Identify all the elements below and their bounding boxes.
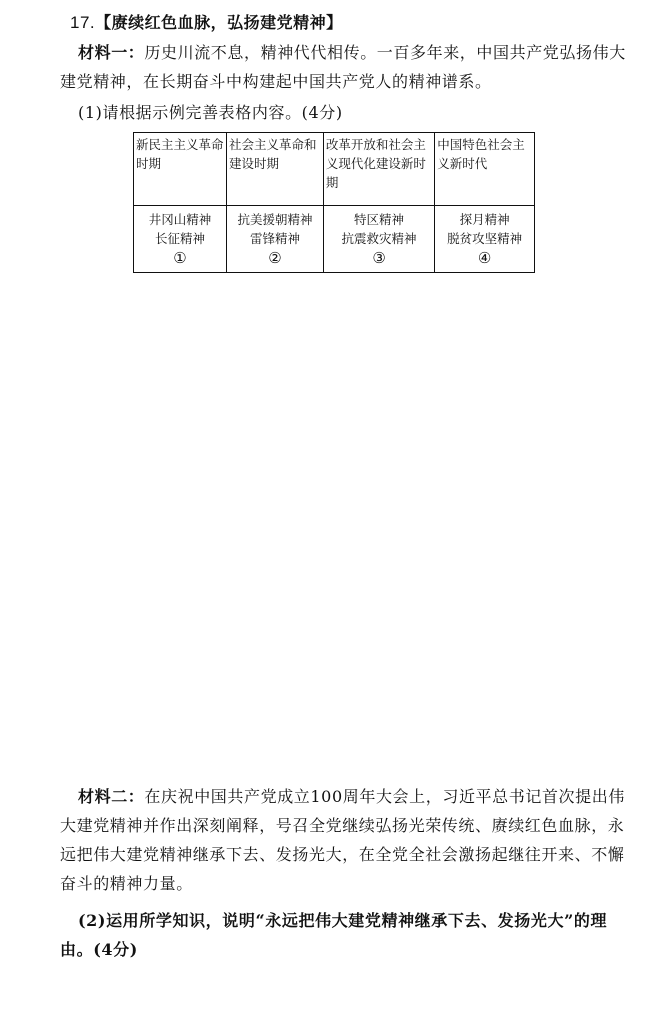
period-cell: 社会主义革命和建设时期 bbox=[227, 133, 324, 206]
question-heading: 【赓续红色血脉，弘扬建党精神】 bbox=[95, 13, 343, 32]
spirit-line: 探月精神 bbox=[459, 212, 510, 227]
sub-question-one: (1)请根据示例完善表格内容。(4分) bbox=[78, 103, 343, 122]
spirit-line: 雷锋精神 bbox=[249, 231, 300, 246]
spirit-line: 井冈山精神 bbox=[148, 212, 212, 227]
blank-marker: ④ bbox=[477, 249, 492, 267]
spirit-cell bbox=[323, 206, 434, 273]
spirit-line: 抗美援朝精神 bbox=[237, 212, 313, 227]
table-body-row bbox=[134, 206, 535, 273]
spirit-cell bbox=[134, 206, 227, 273]
spirit-line: 抗震救灾精神 bbox=[341, 231, 417, 246]
blank-marker: ③ bbox=[372, 249, 386, 267]
question-title bbox=[70, 10, 343, 33]
material-two-lead: 材料二： bbox=[78, 787, 145, 806]
table-header-row bbox=[134, 133, 535, 206]
blank-marker: ② bbox=[268, 249, 282, 267]
question-number: 17. bbox=[70, 13, 96, 32]
spirit-cell bbox=[435, 206, 535, 273]
sub-question-two: (2)运用所学知识，说明“永远把伟大建党精神继承下去、发扬光大”的理由。(4分) bbox=[60, 911, 608, 959]
period-cell: 改革开放和社会主义现代化建设新时期 bbox=[323, 133, 434, 206]
spirit-line: 脱贫攻坚精神 bbox=[447, 231, 523, 246]
period-cell: 新民主主义革命时期 bbox=[134, 133, 227, 206]
material-one-text: 历史川流不息，精神代代相传。一百多年来，中国共产党弘扬伟大建党精神，在长期奋斗中构建起中国共产党人的精神谱系。 bbox=[60, 43, 626, 91]
spirit-cell bbox=[227, 206, 324, 273]
period-cell: 中国特色社会主义新时代 bbox=[435, 133, 535, 206]
spirit-line: 特区精神 bbox=[354, 212, 405, 227]
spirit-line: 长征精神 bbox=[155, 231, 206, 246]
material-two bbox=[60, 782, 640, 898]
material-two-text: 在庆祝中国共产党成立100周年大会上，习近平总书记首次提出伟大建党精神并作出深刻阐释，号召全党继续弘扬光荣传统、赓续红色血脉，永远把伟大建党精神继承下去、发扬光大，在全党全社会激扬起继往开来、不懈奋斗的精神力量。 bbox=[60, 787, 625, 893]
blank-marker: ① bbox=[173, 249, 187, 267]
material-one bbox=[60, 38, 640, 96]
spirit-table bbox=[133, 132, 535, 273]
material-one-lead: 材料一： bbox=[78, 43, 145, 62]
